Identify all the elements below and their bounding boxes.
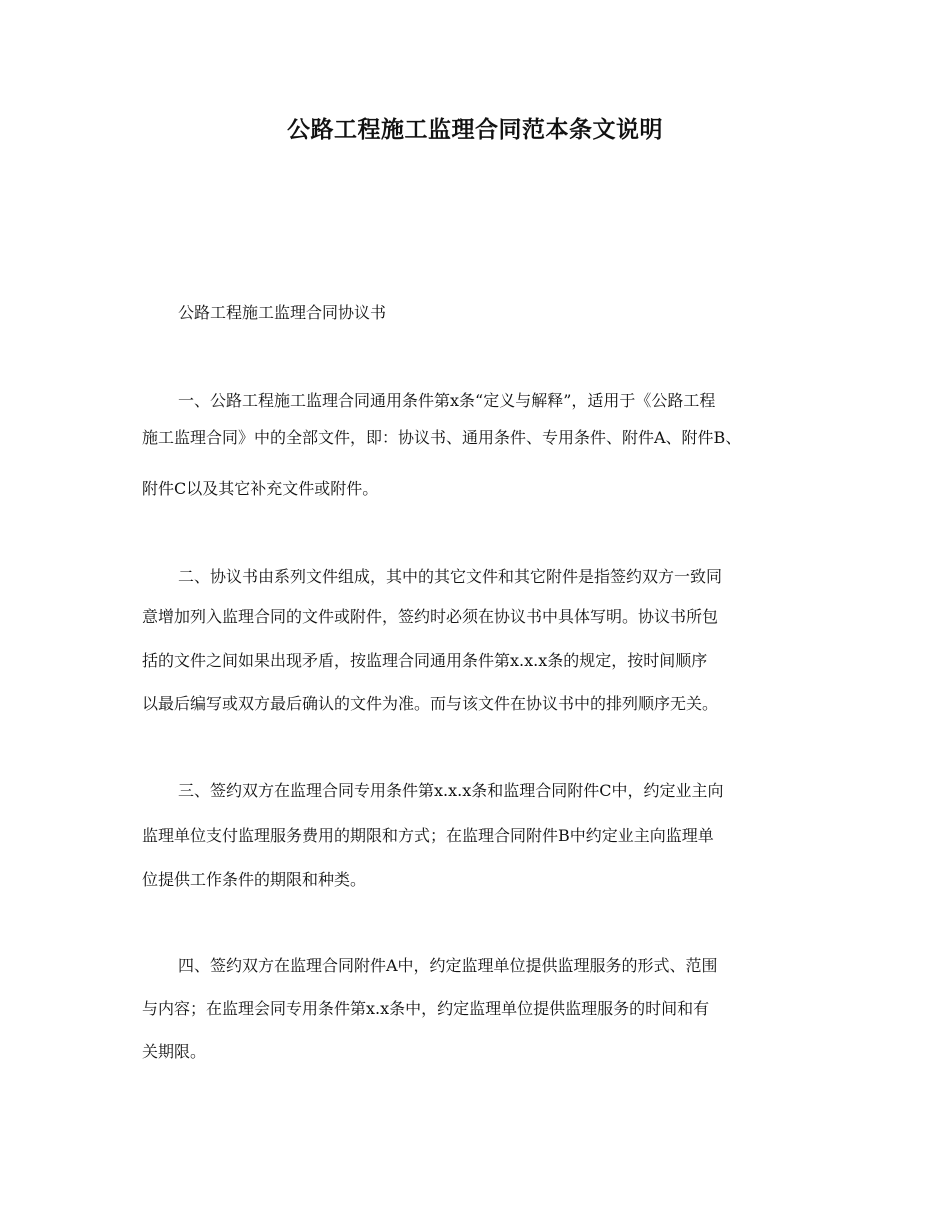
- paragraph-line: 附件C以及其它补充文件或附件。: [142, 479, 379, 498]
- paragraph-line: 与内容；在监理会同专用条件第x.x条中，约定监理单位提供监理服务的时间和有: [142, 999, 710, 1018]
- paragraph-line: 三、签约双方在监理合同专用条件第x.x.x条和监理合同附件C中，约定业主向: [178, 781, 724, 800]
- document-title: 公路工程施工监理合同范本条文说明: [287, 117, 663, 143]
- paragraph-line: 二、协议书由系列文件组成，其中的其它文件和其它附件是指签约双方一致同: [178, 567, 723, 586]
- paragraph-line: 以最后编写或双方最后确认的文件为准。而与该文件在协议书中的排列顺序无关。: [142, 694, 719, 713]
- paragraph-line: 意增加列入监理合同的文件或附件，签约时必须在协议书中具体写明。协议书所包: [142, 607, 719, 626]
- paragraph-line: 一、公路工程施工监理合同通用条件第x条“定义与解释”，适用于《公路工程: [178, 391, 716, 410]
- paragraph-line: 施工监理合同》中的全部文件，即：协议书、通用条件、专用条件、附件A、附件B、: [142, 428, 742, 447]
- paragraph-line: 四、签约双方在监理合同附件A中，约定监理单位提供监理服务的形式、范围: [178, 956, 718, 975]
- document-subtitle: 公路工程施工监理合同协议书: [178, 303, 387, 322]
- paragraph-line: 监理单位支付监理服务费用的期限和方式；在监理合同附件B中约定业主向监理单: [142, 826, 714, 845]
- paragraph-line: 位提供工作条件的期限和种类。: [142, 870, 367, 889]
- paragraph-line: 括的文件之间如果出现矛盾，按监理合同通用条件第x.x.x条的规定，按时间顺序: [142, 651, 708, 670]
- paragraph-line: 关期限。: [142, 1042, 207, 1061]
